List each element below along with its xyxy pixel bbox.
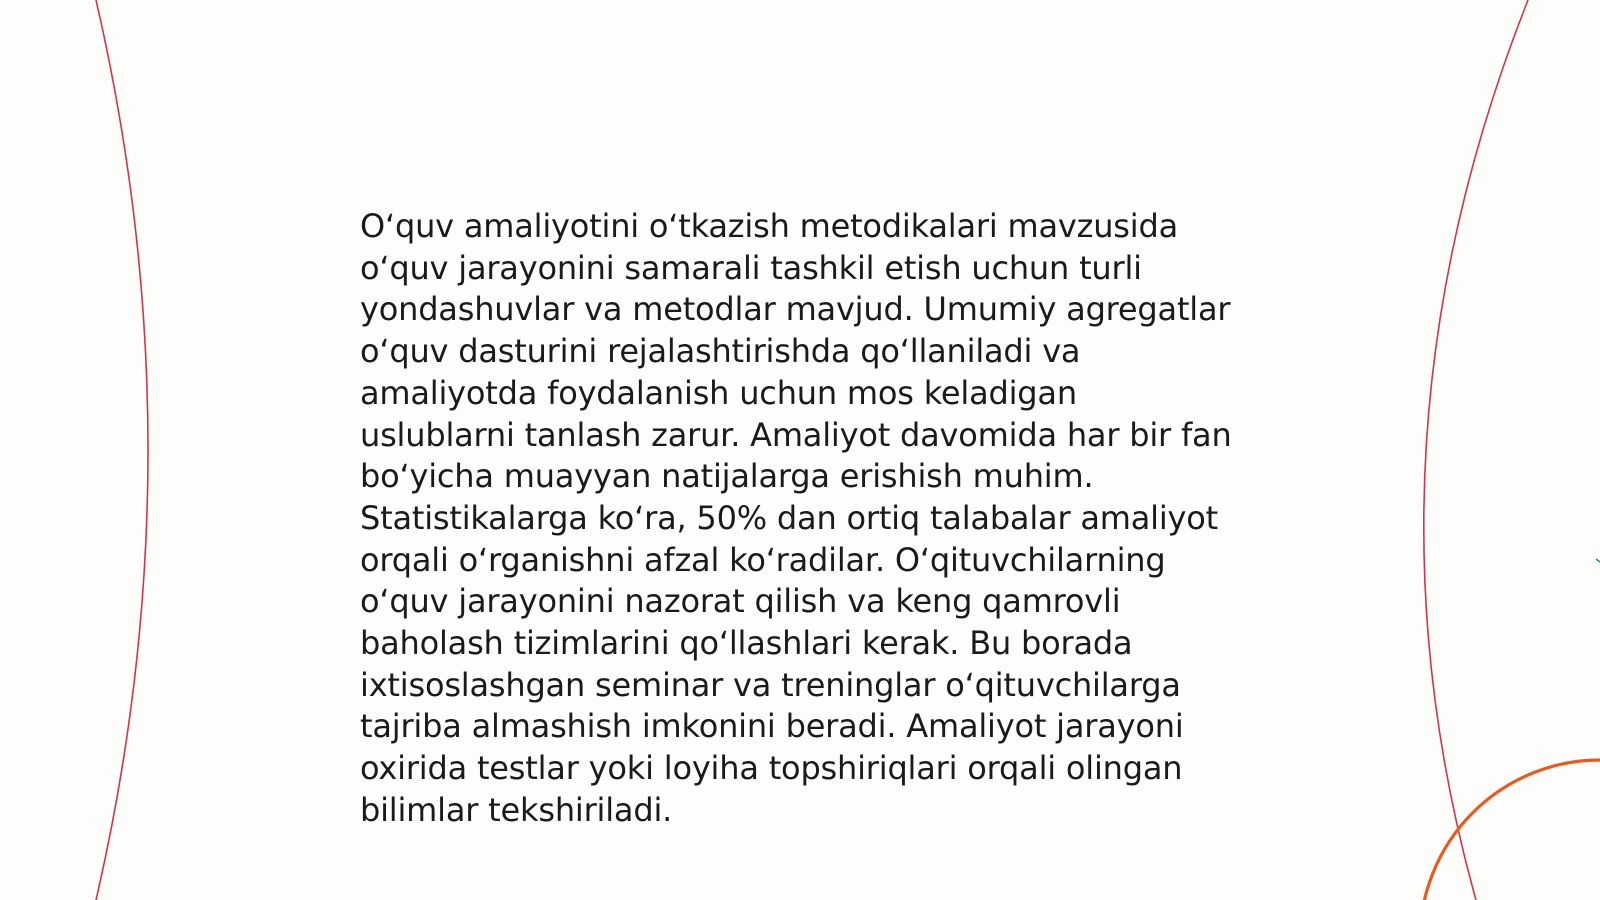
right-curve-line xyxy=(1424,0,1528,900)
body-paragraph: O‘quv amaliyotini o‘tkazish metodikalari mavzusida o‘quv jarayonini samarali tashkil etish uchun turli yondashuvlar va metodlar mavjud. Umumiy agregatlar o‘quv dasturini rejalashtirishda qo‘llaniladi va amaliyotda foydalanish uchun mos keladigan uslublarni tanlash zarur. Amaliyot davomida har bir fan bo‘yicha muayyan natijalarga erishish muhim. Statistikalarga ko‘ra, 50% dan ortiq talabalar amaliyot orqali o‘rganishni afzal ko‘radilar. O‘qituvchilarning o‘quv jarayonini nazorat qilish va keng qamrovli baholash tizimlarini qo‘llashlari kerak. Bu borada ixtisoslashgan seminar va treninglar o‘qituvchilarga tajriba almashish imkonini beradi. Amaliyot jarayoni oxirida testlar yoki loyiha topshiriqlari orqali olingan bilimlar tekshiriladi. xyxy=(360,207,1232,829)
left-curve-line xyxy=(96,0,148,900)
small-teal-mark xyxy=(1596,559,1600,562)
orange-circle-arc xyxy=(1420,760,1600,900)
